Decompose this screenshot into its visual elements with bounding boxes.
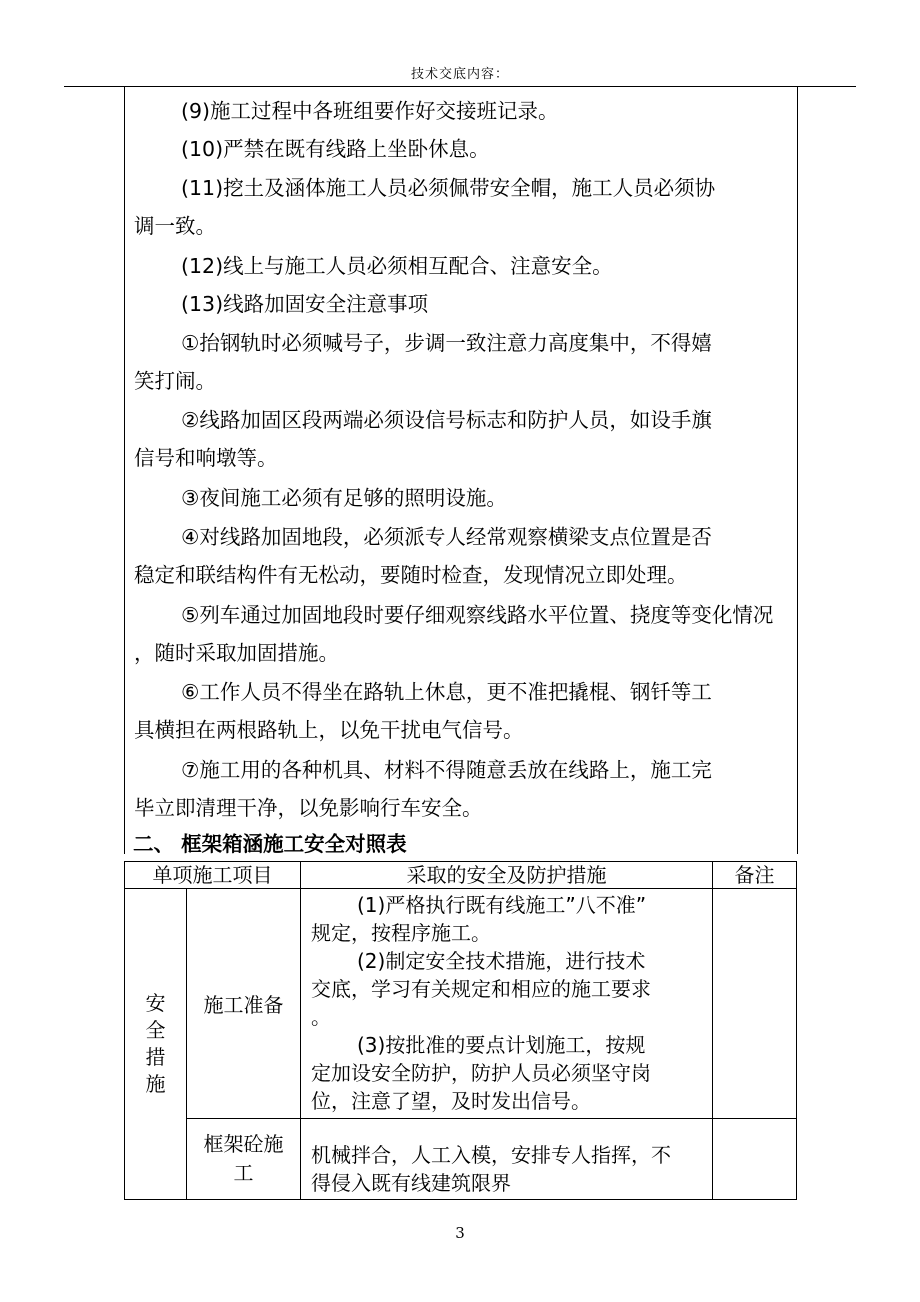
category-char: 施 [145, 1072, 166, 1096]
measure-line: 得侵入既有线建筑限界 [311, 1171, 511, 1195]
page-number: 3 [455, 1224, 465, 1242]
item-line: 具横担在两根路轨上，以免干扰电气信号。 [134, 718, 524, 742]
measure-line: (3)按批准的要点计划施工，按规 [357, 1033, 646, 1057]
row-name: 框架砼施 [203, 1132, 284, 1156]
item-line: 笑打闹。 [134, 369, 216, 393]
table-header-row [125, 862, 797, 889]
category-cell [125, 889, 187, 1200]
measure-line: 规定，按程序施工。 [311, 921, 491, 945]
item-9 [134, 92, 782, 130]
row-name: 施工准备 [203, 993, 284, 1017]
sub-item-6 [134, 673, 782, 749]
item-11 [134, 169, 782, 245]
item-line: ⑦施工用的各种机具、材料不得随意丢放在线路上，施工完 [181, 758, 712, 782]
item-line: (11)挖土及涵体施工人员必须佩带安全帽，施工人员必须协 [181, 176, 716, 200]
row-name-cell [187, 889, 301, 1119]
item-10 [134, 130, 782, 168]
row-name-cell [187, 1119, 301, 1200]
item-line: ⑥工作人员不得坐在路轨上休息，更不准把撬棍、钢钎等工 [181, 680, 712, 704]
measure-line: 位，注意了望，及时发出信号。 [311, 1089, 591, 1113]
sub-item-4 [134, 518, 782, 594]
item-line: 信号和响墩等。 [134, 446, 278, 470]
measures-cell [301, 889, 713, 1119]
table-row [125, 1119, 797, 1200]
item-line: (10)严禁在既有线路上坐卧休息。 [181, 137, 490, 161]
sub-item-1 [134, 324, 782, 400]
item-line: 毕立即清理干净，以免影响行车安全。 [134, 796, 483, 820]
sub-item-3 [134, 479, 782, 517]
header-measures: 采取的安全及防护措施 [301, 862, 713, 889]
item-line: (13)线路加固安全注意事项 [181, 292, 429, 316]
item-13 [134, 285, 782, 323]
measures-cell [301, 1119, 713, 1200]
sub-item-5 [134, 596, 782, 672]
measure-line: 机械拌合，人工入模，安排专人指挥，不 [311, 1143, 671, 1167]
item-line: ②线路加固区段两端必须设信号标志和防护人员，如设手旗 [181, 408, 712, 432]
item-line: ①抬钢轨时必须喊号子，步调一致注意力高度集中，不得嬉 [181, 331, 712, 355]
header-remarks: 备注 [713, 862, 797, 889]
header-title: 技术交底内容： [410, 67, 509, 82]
item-line: ③夜间施工必须有足够的照明设施。 [181, 486, 507, 510]
category-char: 措 [145, 1045, 166, 1069]
row-name: 工 [233, 1161, 254, 1185]
remark-cell [713, 889, 797, 1119]
header-item: 单项施工项目 [125, 862, 301, 889]
section-title: 二、 框架箱涵施工安全对照表 [133, 832, 407, 856]
item-line: ⑤列车通过加固地段时要仔细观察线路水平位置、挠度等变化情况 [181, 603, 774, 627]
item-line: ，随时采取加固措施。 [134, 641, 339, 665]
safety-table [124, 861, 797, 1200]
item-line: 调一致。 [134, 214, 216, 238]
item-line: (9)施工过程中各班组要作好交接班记录。 [181, 99, 559, 123]
item-line: (12)线上与施工人员必须相互配合、注意安全。 [181, 254, 613, 278]
item-line: ④对线路加固地段，必须派专人经常观察横梁支点位置是否 [181, 525, 712, 549]
category-char: 全 [145, 1018, 166, 1042]
table-row [125, 889, 797, 1119]
item-12 [134, 247, 782, 285]
measure-line: (1)严格执行既有线施工”八不准” [357, 893, 647, 917]
item-line: 稳定和联结构件有无松动，要随时检查，发现情况立即处理。 [134, 563, 688, 587]
sub-item-7 [134, 751, 782, 827]
measure-line: 交底，学习有关规定和相应的施工要求 [311, 977, 651, 1001]
measure-line: 。 [311, 1005, 331, 1029]
sub-item-2 [134, 401, 782, 477]
measure-line: (2)制定安全技术措施，进行技术 [357, 949, 646, 973]
remark-cell [713, 1119, 797, 1200]
measure-line: 定加设安全防护，防护人员必须坚守岗 [311, 1061, 651, 1085]
category-char: 安 [145, 991, 166, 1015]
